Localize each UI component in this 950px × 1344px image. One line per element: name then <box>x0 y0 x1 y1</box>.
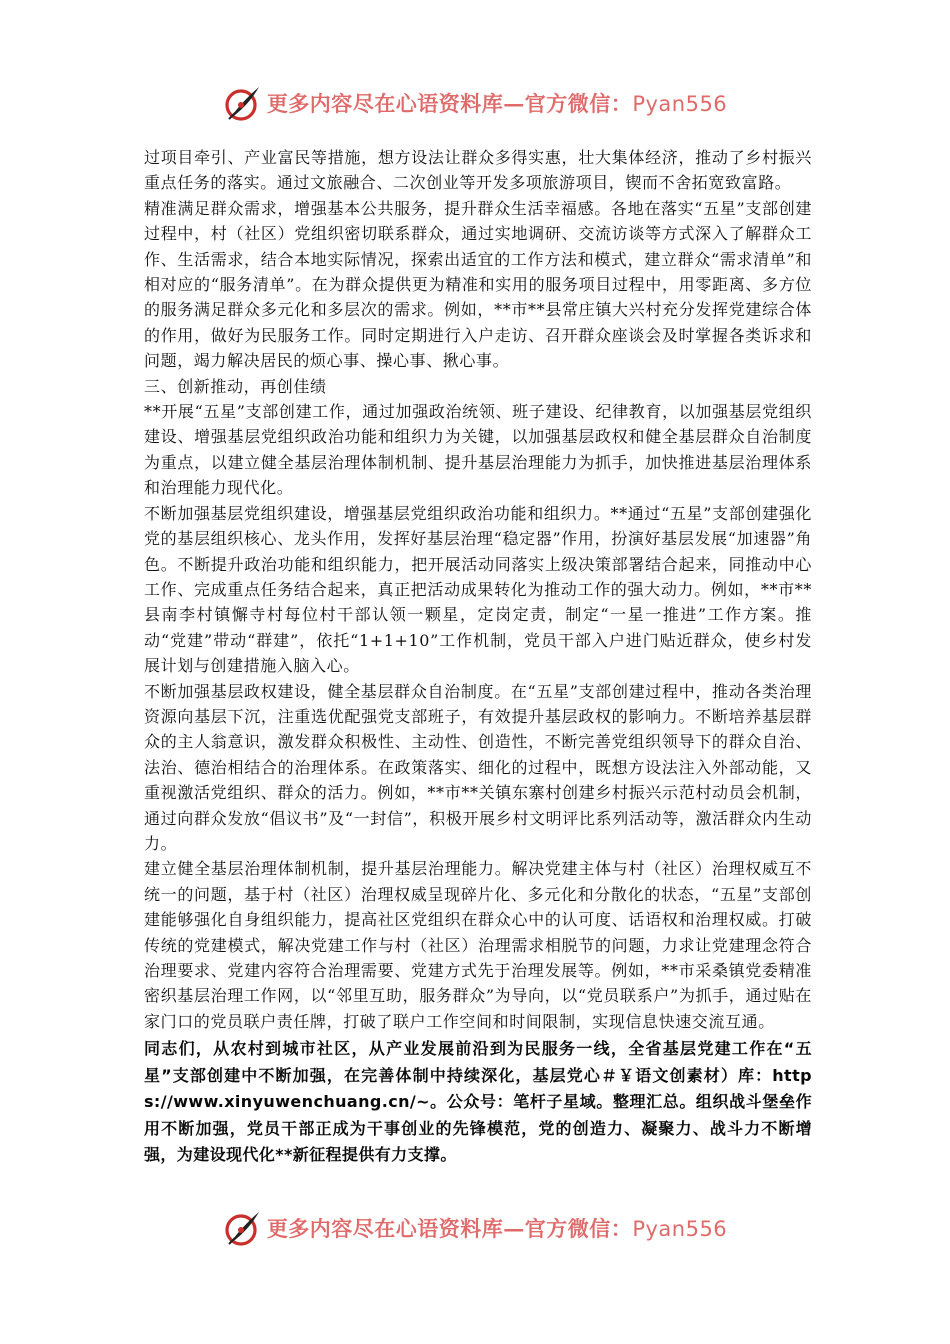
closing-paragraph: 同志们，从农村到城市社区，从产业发展前沿到为民服务一线，全省基层党建工作在“五星”支部创建中不断加强，在完善体制中持续深化，基层党心＃￥语文创素材）库：https://www.xinyuwenchuang.cn/~。公众号：笔杆子星域。整理汇总。组织战斗堡垒作用不断加强，党员干部正成为干事创业的先锋模范，党的创造力、凝聚力、战斗力不断增强，为建设现代化**新征程提供有力支撑。 <box>144 1039 812 1165</box>
body-paragraph: **开展“五星”支部创建工作，通过加强政治统领、班子建设、纪律教育，以加强基层党组织建设、增强基层党组织政治功能和组织力为关键，以加强基层政权和健全基层群众自治制度为重点，以建立健全基层治理体制机制、提升基层治理能力为抓手，加快推进基层治理体系和治理能力现代化。 <box>144 402 812 498</box>
quill-logo-icon <box>223 1208 263 1248</box>
document-body <box>144 145 812 1169</box>
body-paragraph: 精准满足群众需求，增强基本公共服务，提升群众生活幸福感。各地在落实“五星”支部创建过程中，村（社区）党组织密切联系群众，通过实地调研、交流访谈等方式深入了解群众工作、生活需求，结合本地实际情况，探索出适宜的工作方法和模式，建立群众“需求清单”和相对应的“服务清单”。在为群众提供更为精准和实用的服务项目过程中，用零距离、多方位的服务满足群众多元化和多层次的需求。例如，**市**县常庄镇大兴村充分发挥党建综合体的作用，做好为民服务工作。同时定期进行入户走访、召开群众座谈会及时掌握各类诉求和问题，竭力解决居民的烦心事、操心事、揪心事。 <box>144 198 812 371</box>
body-paragraph: 建立健全基层治理体制机制，提升基层治理能力。解决党建主体与村（社区）治理权威互不统一的问题，基于村（社区）治理权威呈现碎片化、多元化和分散化的状态，“五星”支部创建能够强化自身组织能力，提高社区党组织在群众心中的认可度、话语权和治理权威。打破传统的党建模式，解决党建工作与村（社区）治理需求相脱节的问题，力求让党建理念符合治理要求、党建内容符合治理需要、党建方式先于治理发展等。例如，**市采桑镇党委精准密织基层治理工作网，以“邻里互助，服务群众”为导向，以“党员联系户”为抓手，通过贴在家门口的党员联户责任牌，打破了联户工作空间和时间限制，实现信息快速交流互通。 <box>144 859 812 1031</box>
footer-banner-text: 更多内容尽在心语资料库—官方微信：Pyan556 <box>266 1216 728 1241</box>
section-heading: 三、创新推动，再创佳绩 <box>144 376 327 396</box>
header-banner-text: 更多内容尽在心语资料库—官方微信：Pyan556 <box>266 91 728 116</box>
footer-banner <box>0 1205 950 1251</box>
header-banner <box>0 80 950 126</box>
quill-logo-icon <box>223 83 263 123</box>
body-paragraph: 不断加强基层政权建设，健全基层群众自治制度。在“五星”支部创建过程中，推动各类治理资源向基层下沉，注重选优配强党支部班子，有效提升基层政权的影响力。不断培养基层群众的主人翁意识，激发群众积极性、主动性、创造性，不断完善党组织领导下的群众自治、法治、德治相结合的治理体系。在政策落实、细化的过程中，既想方设法注入外部动能，又重视激活党组织、群众的活力。例如，**市**关镇东寨村创建乡村振兴示范村动员会机制，通过向群众发放“倡议书”及“一封信”，积极开展乡村文明评比系列活动等，激活群众内生动力。 <box>144 681 812 853</box>
body-paragraph: 过项目牵引、产业富民等措施，想方设法让群众多得实惠，壮大集体经济，推动了乡村振兴重点任务的落实。通过文旅融合、二次创业等开发多项旅游项目，锲而不舍拓宽致富路。 <box>144 148 812 193</box>
body-paragraph: 不断加强基层党组织建设，增强基层党组织政治功能和组织力。**通过“五星”支部创建强化党的基层组织核心、龙头作用，发挥好基层治理“稳定器”作用，扮演好基层发展“加速器”角色。不断提升政治功能和组织能力，把开展活动同落实上级决策部署结合起来，同推动中心工作、完成重点任务结合起来，真正把活动成果转化为推动工作的强大动力。例如，**市**县南李村镇懈寺村每位村干部认领一颗星，定岗定责，制定“一星一推进”工作方案。推动“党建”带动“群建”，依托“1+1+10”工作机制，党员干部入户进门贴近群众，使乡村发展计划与创建措施入脑入心。 <box>144 503 812 676</box>
